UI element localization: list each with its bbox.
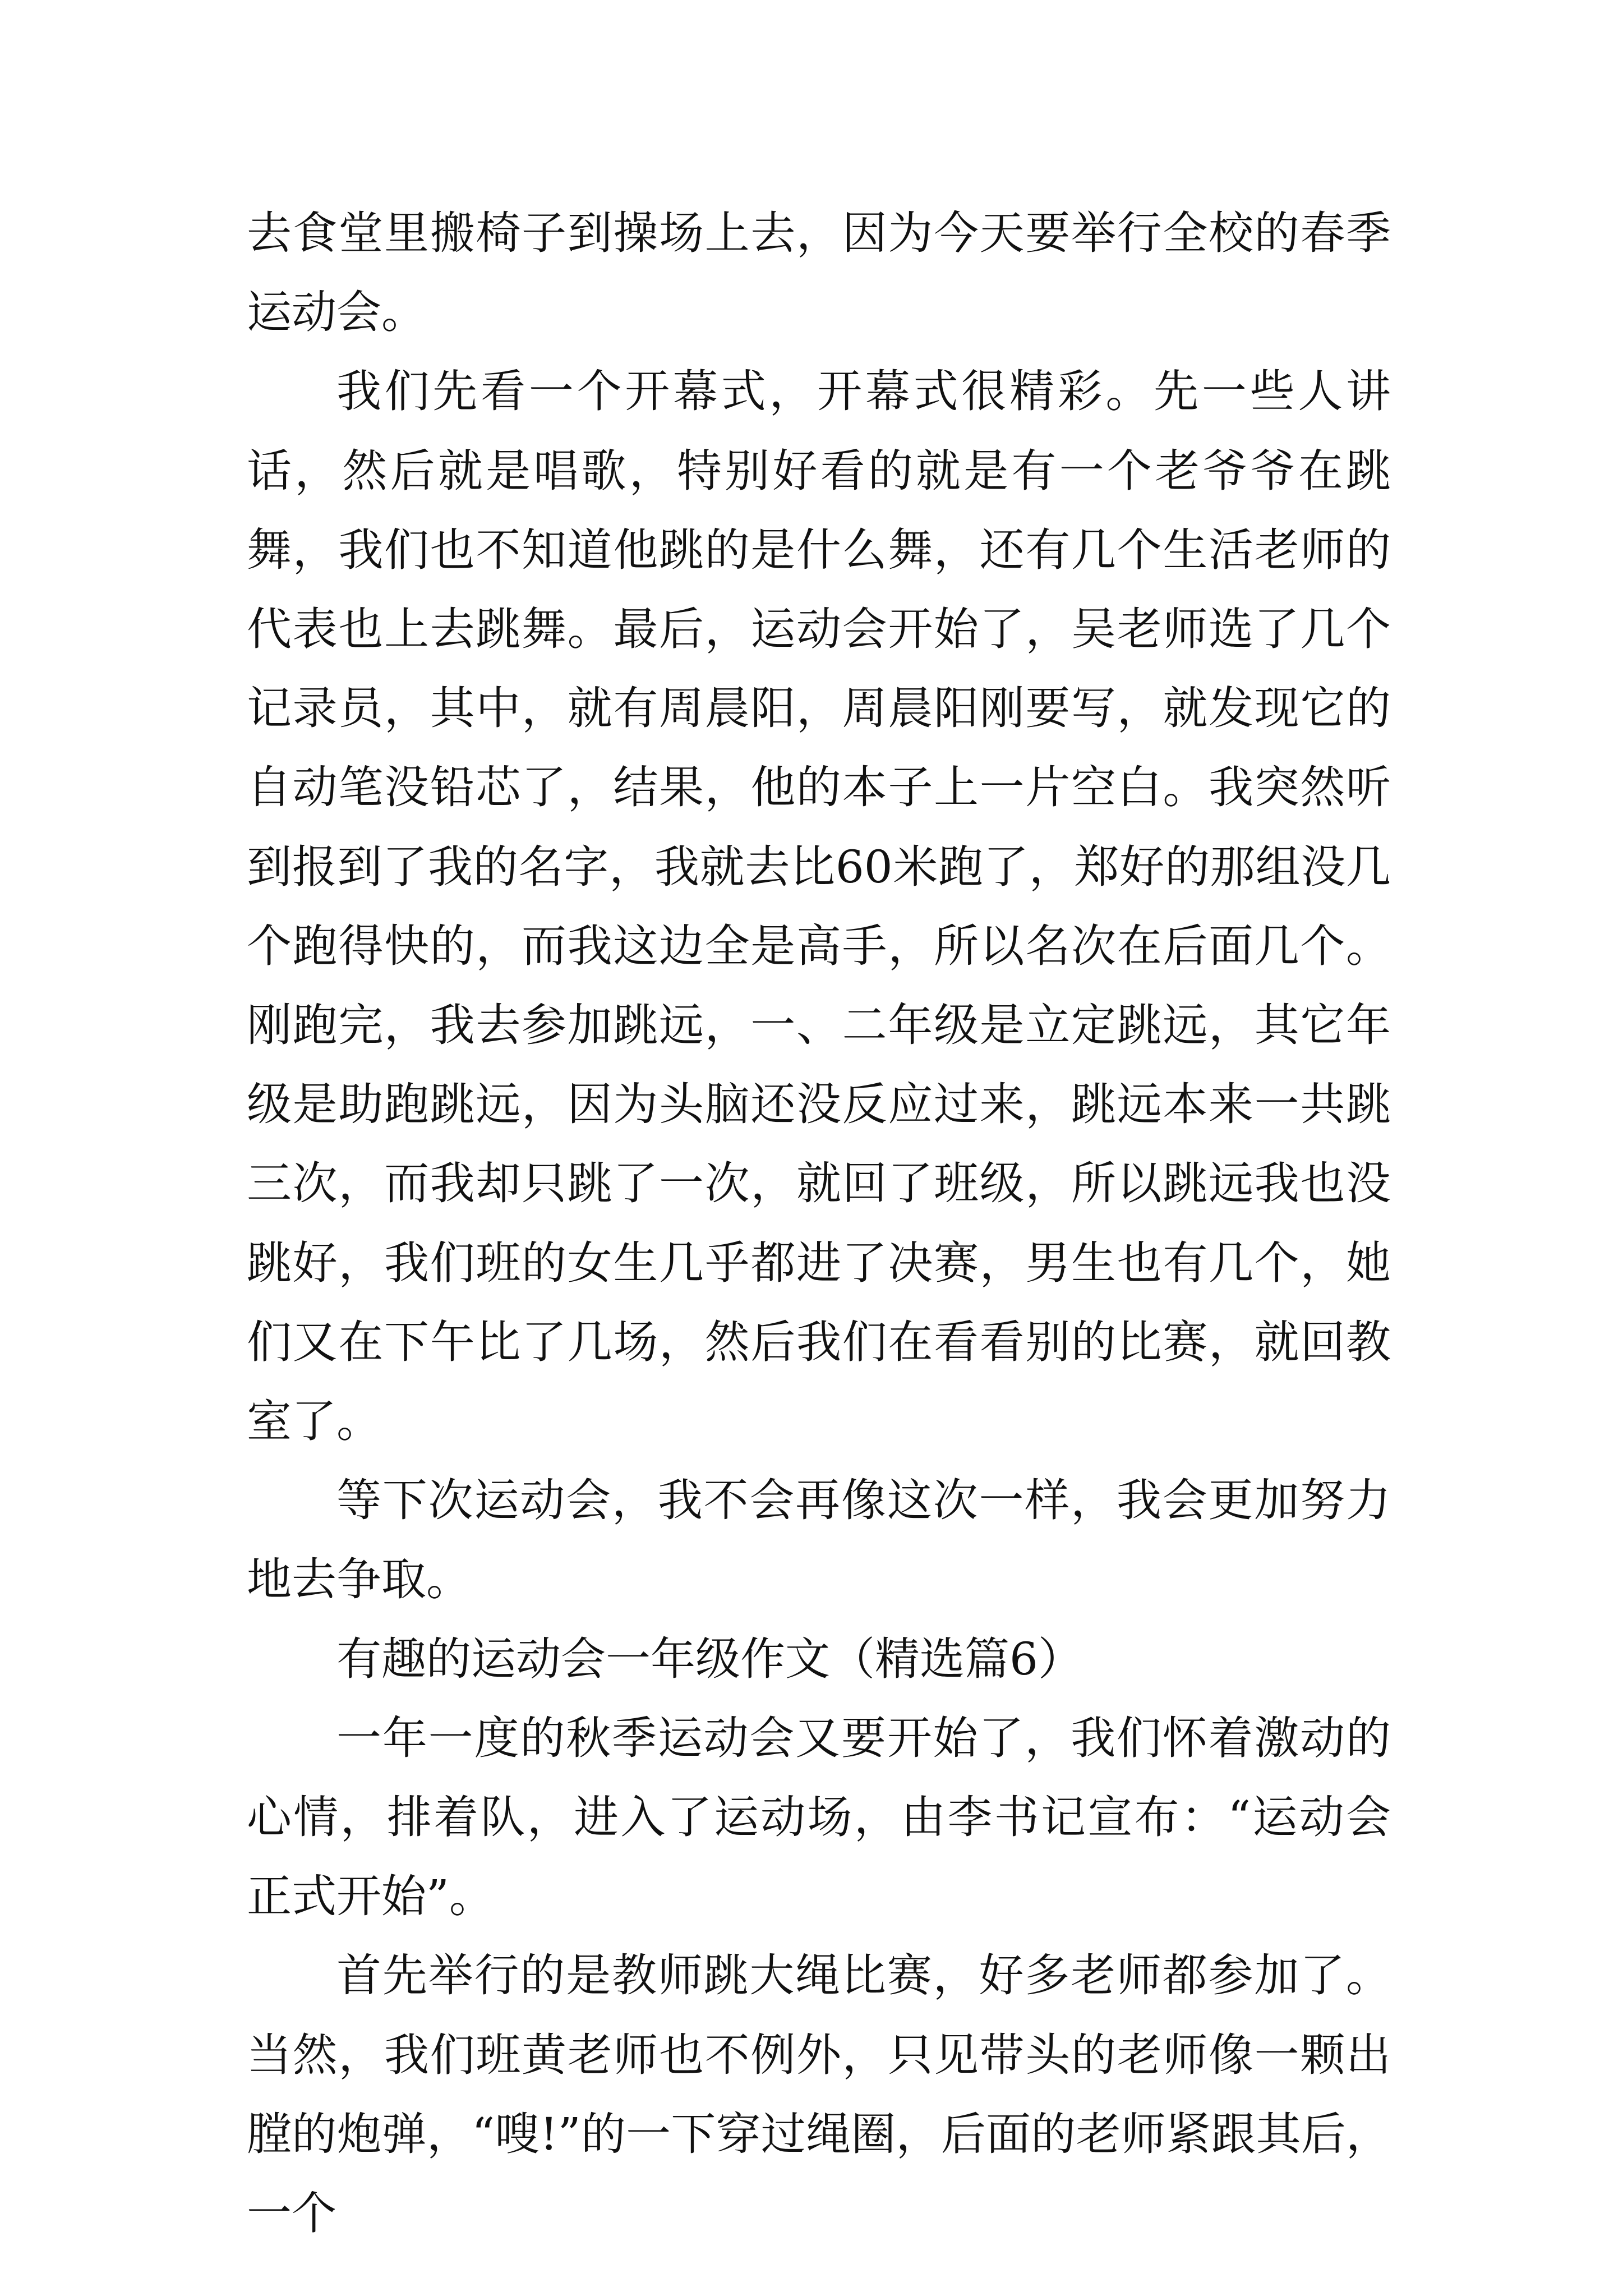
paragraph-intro-continuation: 去食堂里搬椅子到操场上去，因为今天要举行全校的春季运动会。 bbox=[247, 207, 1391, 339]
essay-body bbox=[247, 194, 1391, 2253]
paragraph-next-time: 等下次运动会，我不会再像这次一样，我会更加努力地去争取。 bbox=[247, 1474, 1391, 1606]
paragraph-rope-jumping: 首先举行的是教师跳大绳比赛，好多老师都参加了。当然，我们班黄老师也不例外，只见带头的老师像一颗出膛的炮弹，“嗖!”的一下穿过绳圈，后面的老师紧跟其后，一个 bbox=[247, 1949, 1391, 2240]
paragraph-opening-ceremony: 我们先看一个开幕式，开幕式很精彩。先一些人讲话，然后就是唱歌，特别好看的就是有一个老爷爷在跳舞，我们也不知道他跳的是什么舞，还有几个生活老师的代表也上去跳舞。最后，运动会开始了，吴老师选了几个记录员，其中，就有周晨阳，周晨阳刚要写，就发现它的自动笔没铅芯了，结果，他的本子上一片空白。我突然听到报到了我的名字，我就去比60米跑了，郑好的那组没几个跑得快的，而我这边全是高手，所以名次在后面几个。刚跑完，我去参加跳远，一、二年级是立定跳远，其它年级是助跑跳远，因为头脑还没反应过来，跳远本来一共跳三次，而我却只跳了一次，就回了班级，所以跳远我也没跳好，我们班的女生几乎都进了决赛，男生也有几个，她们又在下午比了几场，然后我们在看看别的比赛，就回教室了。 bbox=[247, 365, 1391, 1448]
paragraph-autumn-sports: 一年一度的秋季运动会又要开始了，我们怀着激动的心情，排着队，进入了运动场，由李书记宣布：“运动会正式开始”。 bbox=[247, 1711, 1391, 1923]
section-heading: 有趣的运动会一年级作文（精选篇6） bbox=[336, 1632, 1083, 1685]
